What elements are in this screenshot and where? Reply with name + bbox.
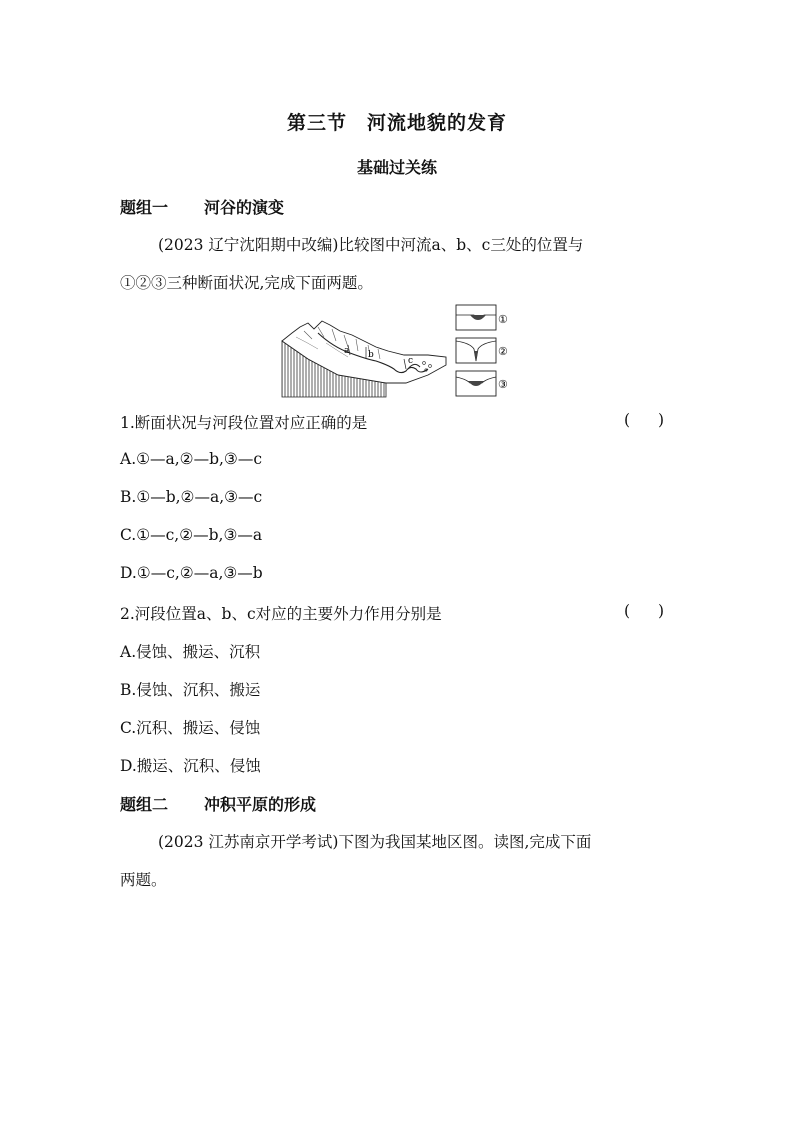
question-2-option-a: A.侵蚀、搬运、沉积 xyxy=(120,643,261,661)
group-name: 冲积平原的形成 xyxy=(204,795,317,814)
group-1-intro-line-2: ①②③三种断面状况,完成下面两题。 xyxy=(120,274,373,292)
question-1-option-c: C.①—c,②—b,③—a xyxy=(120,526,263,544)
question-1-option-d: D.①—c,②—a,③—b xyxy=(120,564,263,582)
section-label-3: ③ xyxy=(498,378,508,391)
question-2-option-b: B.侵蚀、沉积、搬运 xyxy=(120,681,261,699)
terrain-block-diagram xyxy=(282,321,446,397)
question-group-2-heading xyxy=(120,792,316,815)
group-2-intro-line-2: 两题。 xyxy=(120,871,167,889)
question-1-option-b: B.①—b,②—a,③—c xyxy=(120,488,263,506)
question-2-option-c: C.沉积、搬运、侵蚀 xyxy=(120,719,261,737)
cross-section-2 xyxy=(456,338,496,363)
point-label-c: c xyxy=(408,356,414,366)
cross-section-1 xyxy=(456,305,496,330)
group-2-intro-line-1: (2023 江苏南京开学考试)下图为我国某地区图。读图,完成下面 xyxy=(158,833,592,851)
river-valley-figure xyxy=(278,303,518,399)
question-group-1-heading xyxy=(120,195,284,218)
question-1-option-a: A.①—a,②—b,③—c xyxy=(120,450,263,468)
section-label-2: ② xyxy=(498,345,508,358)
section-subtitle: 基础过关练 xyxy=(356,158,437,177)
group-label: 题组二 xyxy=(120,795,169,814)
question-2-answer-paren: () xyxy=(624,602,693,620)
page-title: 第三节 河流地貌的发育 xyxy=(286,112,507,134)
group-name: 河谷的演变 xyxy=(204,198,285,217)
question-2-option-d: D.搬运、沉积、侵蚀 xyxy=(120,757,261,775)
question-2-stem: 2.河段位置a、b、c对应的主要外力作用分别是 xyxy=(120,605,442,623)
group-1-intro-line-1: (2023 辽宁沈阳期中改编)比较图中河流a、b、c三处的位置与 xyxy=(158,236,584,254)
section-label-1: ① xyxy=(498,313,508,326)
point-label-a: a xyxy=(344,346,350,356)
group-label: 题组一 xyxy=(120,198,169,217)
question-1-stem: 1.断面状况与河段位置对应正确的是 xyxy=(120,414,368,432)
question-1-answer-paren: () xyxy=(624,411,693,429)
cross-section-3 xyxy=(456,371,496,396)
point-label-b: b xyxy=(368,350,374,360)
